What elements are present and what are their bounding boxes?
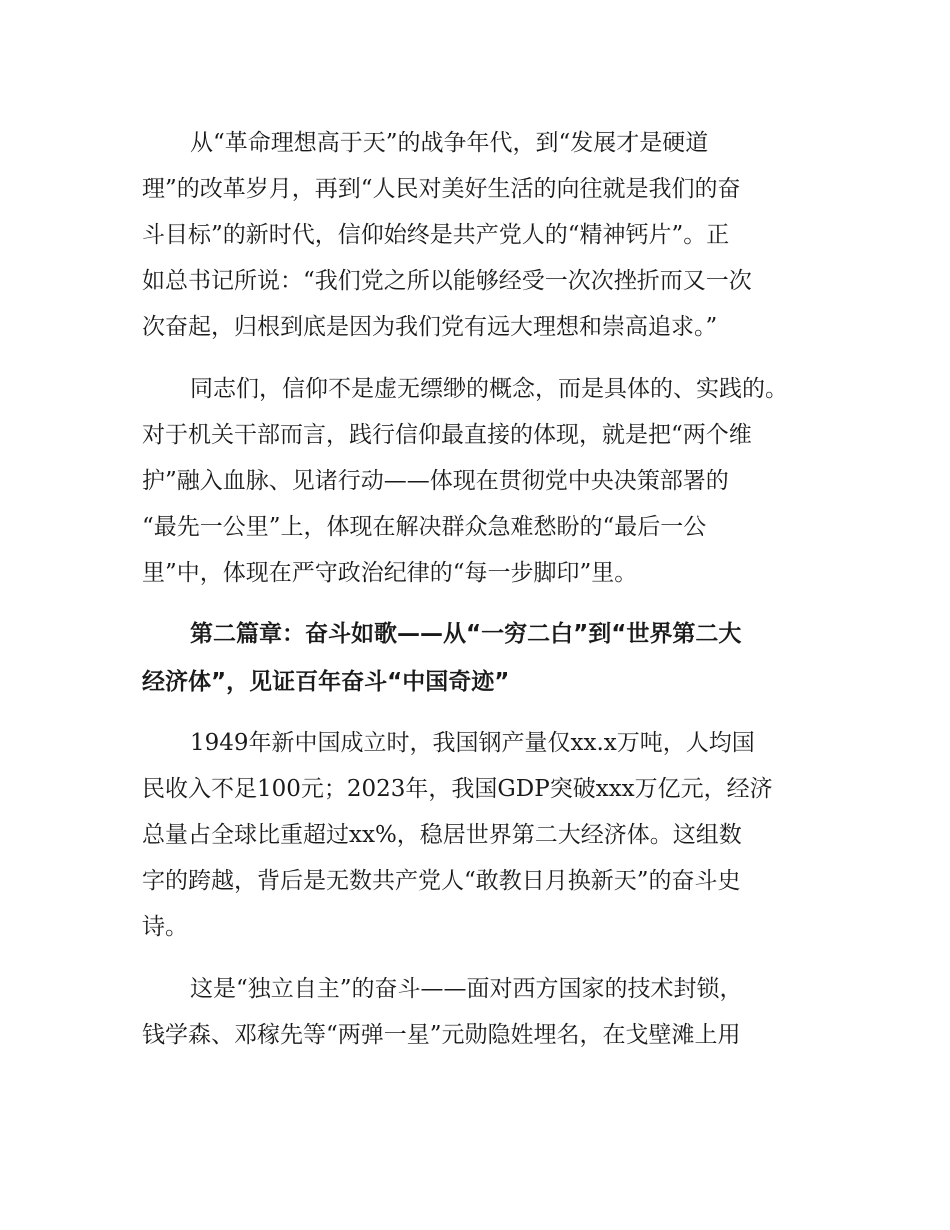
text-line: 斗目标”的新时代，信仰始终是共产党人的“精神钙片”。正 (142, 222, 730, 248)
text-line: 民收入不足100元；2023年，我国GDP突破xxx万亿元，经济 (142, 776, 773, 802)
text-line: 诗。 (142, 914, 188, 940)
heading-line: 经济体”，见证百年奋斗“中国奇迹” (142, 669, 510, 695)
text-line: 从“革命理想高于天”的战争年代，到“发展才是硬道 (190, 130, 709, 156)
text-line: 字的跨越，背后是无数共产党人“敢教日月换新天”的奋斗史 (142, 868, 741, 894)
text-line: 对于机关干部而言，践行信仰最直接的体现，就是把“两个维 (142, 422, 752, 448)
text-line: 1949年新中国成立时，我国钢产量仅xx.x万吨，人均国 (190, 730, 755, 756)
text-line: 这是“独立自主”的奋斗——面对西方国家的技术封锁， (190, 976, 743, 1002)
section-heading (142, 610, 822, 706)
text-line: 同志们，信仰不是虚无缥缈的概念，而是具体的、实践的。 (190, 376, 788, 402)
text-line: 护”融入血脉、见诸行动——体现在贯彻党中央决策部署的 (142, 468, 729, 494)
text-line: 总量占全球比重超过xx%，稳居世界第二大经济体。这组数 (142, 822, 742, 848)
text-line: 如总书记所说：“我们党之所以能够经受一次次挫折而又一次 (142, 268, 752, 294)
text-line: 钱学森、邓稼先等“两弹一星”元勋隐姓埋名，在戈壁滩上用 (142, 1022, 741, 1048)
text-line: 理”的改革岁月，再到“人民对美好生活的向往就是我们的奋 (142, 176, 741, 202)
document-page (142, 120, 822, 1058)
text-line: “最先一公里”上，体现在解决群众急难愁盼的“最后一公 (142, 514, 707, 540)
text-line: 次奋起，归根到底是因为我们党有远大理想和崇高追求。” (142, 314, 718, 340)
paragraph-independence (142, 966, 822, 1058)
paragraph-faith-practice (142, 366, 822, 596)
paragraph-faith-eras (142, 120, 822, 350)
paragraph-economic-growth (142, 720, 822, 950)
text-line: 里”中，体现在严守政治纪律的“每一步脚印”里。 (142, 560, 638, 586)
heading-line: 第二篇章：奋斗如歌——从“一穷二白”到“世界第二大 (190, 621, 742, 647)
